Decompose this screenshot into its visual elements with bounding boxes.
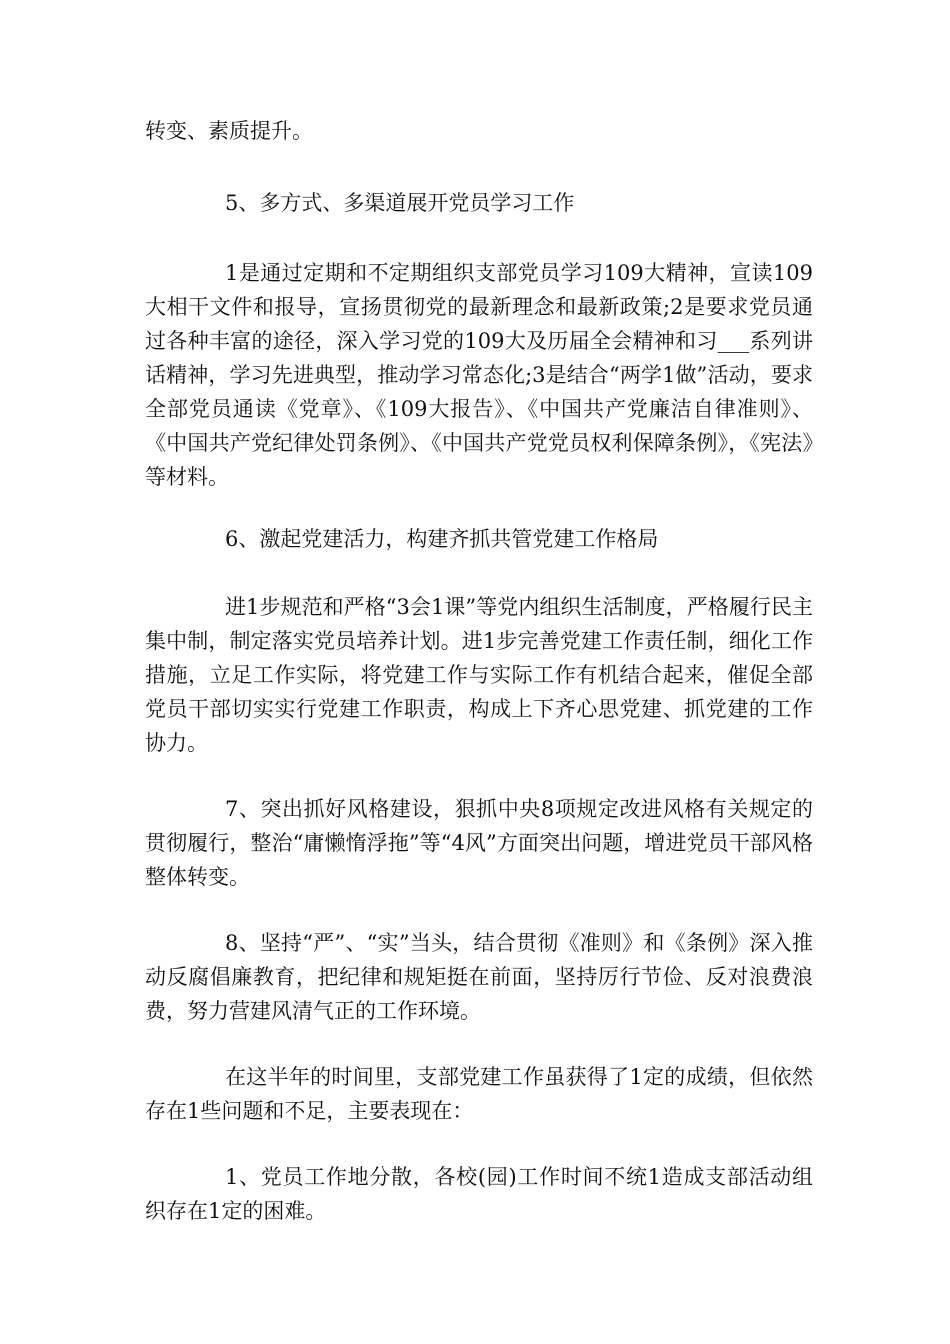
- paragraph-study-methods: 1是通过定期和不定期组织支部党员学习109大精神，宣读109大相干文件和报导，宣扬贯彻党的最新理念和最新政策;2是要求党员通过各种丰富的途径，深入学习党的109大及历届全会精神和习___系列讲话精神，学习先进典型，推动学习常态化;3是结合“两学1做”活动，要求全部党员通读《党章》、《109大报告》、《中国共产党廉洁自律准则》、《中国共产党纪律处罚条例》、《中国共产党党员权利保障条例》，《宪法》等材料。: [145, 261, 813, 489]
- paragraph-party-building: 进1步规范和严格“3会1课”等党内组织生活制度，严格履行民主集中制，制定落实党员培养计划。进1步完善党建工作责任制，细化工作措施，立足工作实际，将党建工作与实际工作有机结合起来，催促全部党员干部切实实行党建工作职责，构成上下齐心思党建、抓党建的工作协力。: [145, 595, 813, 755]
- paragraph-problem-1: 1、党员工作地分散，各校(园)工作时间不统1造成支部活动组织存在1定的困难。: [145, 1165, 813, 1223]
- paragraph-integrity: 8、坚持“严”、“实”当头，结合贯彻《准则》和《条例》深入推动反腐倡廉教育，把纪律和规矩挺在前面，坚持厉行节俭、反对浪费浪费，努力营建风清气正的工作环境。: [145, 931, 813, 1023]
- section-heading-6: 6、激起党建活力，构建齐抓共管党建工作格局: [225, 527, 659, 551]
- section-heading-5: 5、多方式、多渠道展开党员学习工作: [225, 191, 575, 215]
- paragraph-style-construction: 7、突出抓好风格建设，狠抓中央8项规定改进风格有关规定的贯彻履行，整治“庸懒惰浮拖”等“4风”方面突出问题，增进党员干部风格整体转变。: [145, 797, 813, 889]
- paragraph-summary: 在这半年的时间里，支部党建工作虽获得了1定的成绩，但依然存在1些问题和不足，主要表现在：: [145, 1065, 813, 1123]
- paragraph-continuation: 转变、素质提升。: [145, 119, 313, 143]
